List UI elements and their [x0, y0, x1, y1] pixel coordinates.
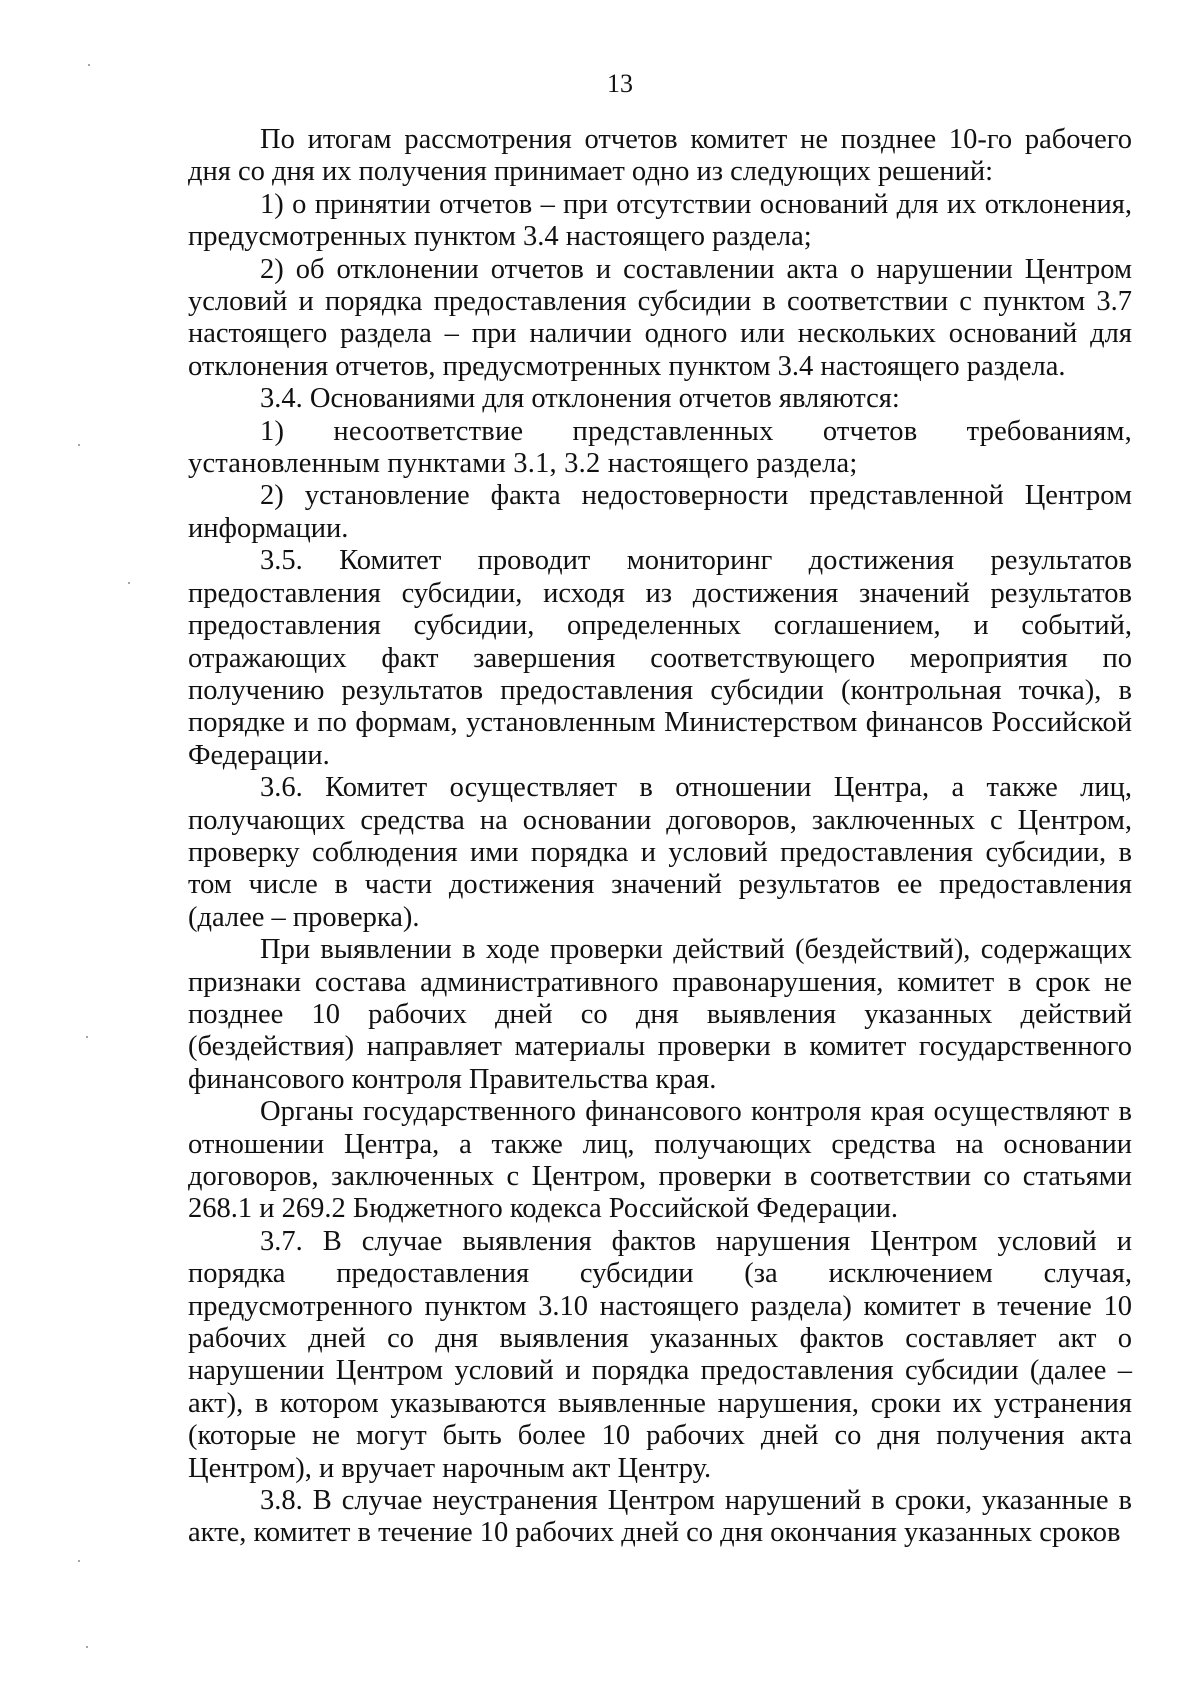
- paragraph-decision-reject: 2) об отклонении отчетов и составлении акта о нарушении Центром условий и порядка предоставления субсидии в соответствии с пунктом 3.7 настоящего раздела – при наличии одного или нескольких оснований для отклонения отчетов, предусмотренных пунктом 3.4 настоящего раздела.: [188, 253, 1132, 382]
- paragraph-review-results: По итогам рассмотрения отчетов комитет не позднее 10-го рабочего дня со дня их получения принимает одно из следующих решений:: [188, 124, 1132, 188]
- scan-speck: [88, 64, 90, 66]
- paragraph-3-4-item-1: 1) несоответствие представленных отчетов требованиям, установленным пунктами 3.1, 3.2 настоящего раздела;: [188, 415, 1132, 480]
- scan-speck: [128, 582, 130, 584]
- paragraph-3-4-item-2: 2) установление факта недостоверности представленной Центром информации.: [188, 480, 1132, 544]
- page-number: 13: [607, 69, 633, 98]
- paragraph-3-7: 3.7. В случае выявления фактов нарушения Центром условий и порядка предоставления субсидии (за исключением случая, предусмотренного пунктом 3.10 настоящего раздела) комитет в течение 10 рабочих дней со дня выявления указанных фактов составляет акт о нарушении Центром условий и порядка предоставления субсидии (далее – акт), в котором указываются выявленные нарушения, сроки их устранения (которые не могут быть более 10 рабочих дней со дня получения акта Центром), и вручает нарочным акт Центру.: [188, 1225, 1132, 1484]
- document-body: [188, 124, 1132, 1550]
- scan-speck: [86, 1036, 88, 1038]
- scan-speck: [78, 1560, 80, 1562]
- paragraph-3-4-heading: 3.4. Основаниями для отклонения отчетов являются:: [260, 383, 900, 415]
- scan-speck: [78, 444, 80, 446]
- paragraph-inspection-violations: При выявлении в ходе проверки действий (бездействий), содержащих признаки состава административного правонарушения, комитет в срок не позднее 10 рабочих дней со дня выявления указанных действий (бездействия) направляет материалы проверки в комитет государственного финансового контроля Правительства края.: [188, 934, 1132, 1095]
- paragraph-3-8: 3.8. В случае неустранения Центром нарушений в сроки, указанные в акте, комитет в течение 10 рабочих дней со дня окончания указанных сроков: [188, 1485, 1132, 1549]
- paragraph-financial-control: Органы государственного финансового контроля края осуществляют в отношении Центра, а также лиц, получающих средства на основании договоров, заключенных с Центром, проверки в соответствии со статьями 268.1 и 269.2 Бюджетного кодекса Российской Федерации.: [188, 1096, 1132, 1225]
- paragraph-3-5: 3.5. Комитет проводит мониторинг достижения результатов предоставления субсидии, исходя из достижения значений результатов предоставления субсидии, определенных соглашением, и событий, отражающих факт завершения соответствующего мероприятия по получению результатов предоставления субсидии (контрольная точка), в порядке и по формам, установленным Министерством финансов Российской Федерации.: [188, 545, 1132, 771]
- scan-speck: [86, 1646, 88, 1648]
- paragraph-3-6: 3.6. Комитет осуществляет в отношении Центра, а также лиц, получающих средства на основании договоров, заключенных с Центром, проверку соблюдения ими порядка и условий предоставления субсидии, в том числе в части достижения значений результатов ее предоставления (далее – проверка).: [188, 772, 1132, 933]
- paragraph-decision-accept: 1) о принятии отчетов – при отсутствии оснований для их отклонения, предусмотренных пунктом 3.4 настоящего раздела;: [188, 188, 1132, 253]
